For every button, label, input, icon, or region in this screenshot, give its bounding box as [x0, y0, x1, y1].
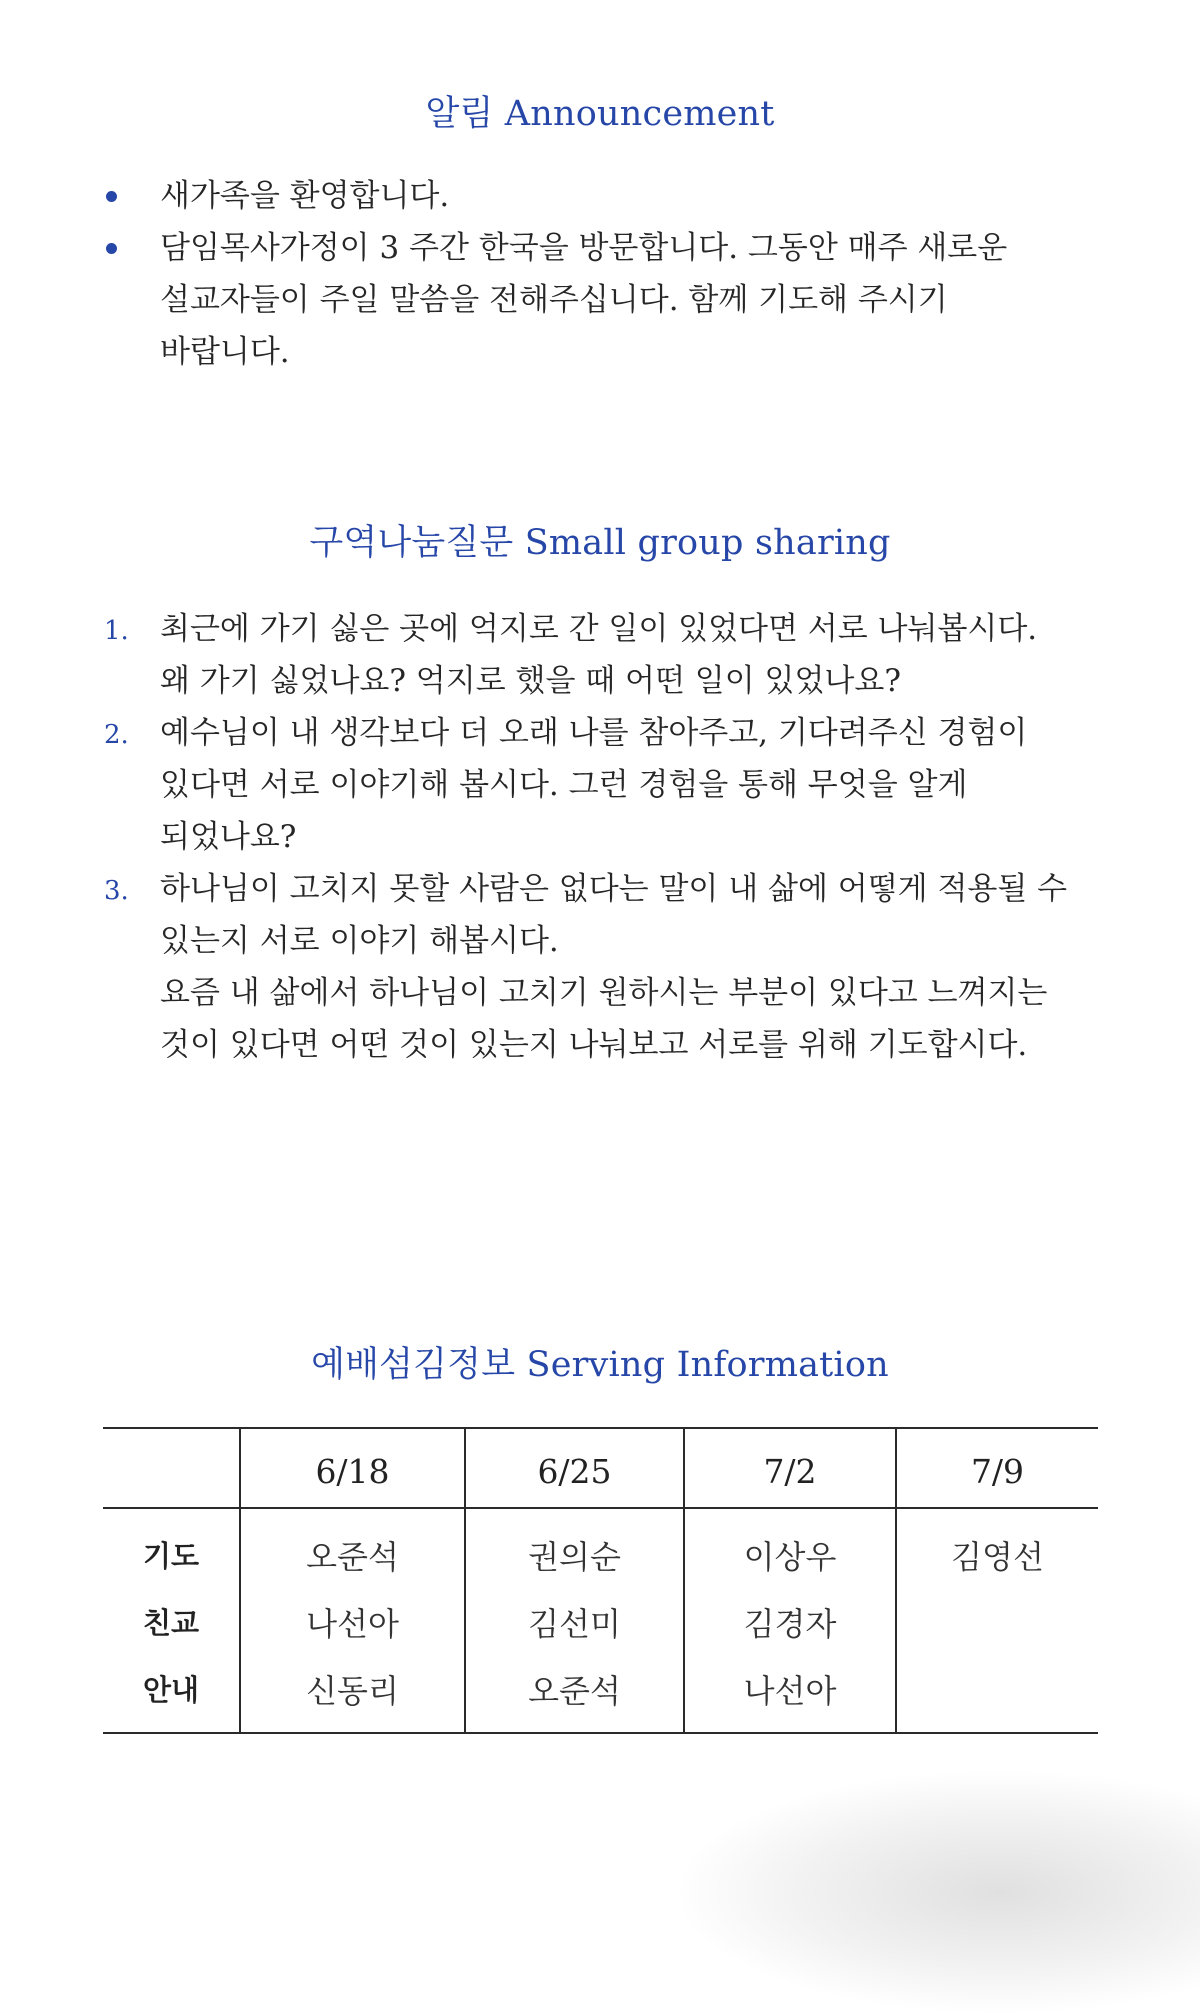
announcement-item [100, 170, 1120, 222]
question-line: 되었나요? [160, 819, 297, 855]
announcement-line: 담임목사가정이 3 주간 한국을 방문합니다. 그동안 매주 새로운 [160, 230, 1008, 266]
table-header-row [103, 1428, 1098, 1508]
name-cell: 나선아 [240, 1588, 465, 1655]
role-label: 기도 [103, 1508, 240, 1588]
name-cell: 김경자 [684, 1588, 896, 1655]
name-cell: 김영선 [951, 1537, 1044, 1576]
bullet-icon [106, 191, 117, 202]
page-corner-shadow [680, 1772, 1200, 2012]
role-label: 친교 [103, 1588, 240, 1655]
announcement-line: 새가족을 환영합니다. [160, 178, 450, 214]
announcement-list [100, 170, 1120, 378]
name-cell: 나선아 [684, 1655, 896, 1733]
question-list [100, 603, 1120, 1071]
question-line: 하나님이 고치지 못할 사람은 없다는 말이 내 삶에 어떻게 적용될 수 [160, 871, 1068, 907]
name-cell: 권의순 [465, 1508, 684, 1588]
name-cell [896, 1588, 1098, 1655]
date-header: 6/18 [240, 1428, 465, 1508]
bullet-icon [106, 243, 117, 254]
question-line: 왜 가기 싫었나요? 억지로 했을 때 어떤 일이 있었나요? [160, 663, 901, 699]
question-item [100, 707, 1120, 863]
table-corner-cell [103, 1428, 240, 1508]
announcement-item [100, 222, 1120, 378]
question-line: 요즘 내 삶에서 하나님이 고치기 원하시는 부분이 있다고 느껴지는 [160, 975, 1048, 1011]
question-number: 2. [104, 720, 129, 750]
date-header: 7/2 [684, 1428, 896, 1508]
table-row [103, 1588, 1098, 1655]
name-cell: 이상우 [684, 1508, 896, 1588]
question-item [100, 863, 1120, 1071]
name-cell: 오준석 [240, 1508, 465, 1588]
small-group-title: 구역나눔질문 Small group sharing [309, 523, 891, 563]
table-row [103, 1508, 1098, 1588]
announcement-line: 설교자들이 주일 말씀을 전해주십니다. 함께 기도해 주시기 [160, 282, 948, 318]
question-item [100, 603, 1120, 707]
name-cell: 김선미 [465, 1588, 684, 1655]
serving-table [103, 1427, 1098, 1734]
announcement-title: 알림 Announcement [425, 94, 775, 134]
date-header: 6/25 [465, 1428, 684, 1508]
name-cell: 신동리 [240, 1655, 465, 1733]
question-line: 있다면 서로 이야기해 봅시다. 그런 경험을 통해 무엇을 알게 [160, 767, 968, 803]
serving-title: 예배섬김정보 Serving Information [311, 1345, 889, 1385]
date-header: 7/9 [970, 1451, 1025, 1491]
question-number: 1. [104, 616, 129, 646]
question-number: 3. [104, 876, 129, 906]
name-cell: 오준석 [465, 1655, 684, 1733]
question-line: 예수님이 내 생각보다 더 오래 나를 참아주고, 기다려주신 경험이 [160, 715, 1028, 751]
question-line: 있는지 서로 이야기 해봅시다. [160, 923, 559, 959]
name-cell [896, 1655, 1098, 1733]
question-line: 것이 있다면 어떤 것이 있는지 나눠보고 서로를 위해 기도합시다. [160, 1027, 1028, 1063]
question-line: 최근에 가기 싫은 곳에 억지로 간 일이 있었다면 서로 나눠봅시다. [160, 611, 1038, 647]
announcement-line: 바랍니다. [160, 334, 290, 370]
table-row [103, 1655, 1098, 1733]
role-label: 안내 [103, 1655, 240, 1733]
